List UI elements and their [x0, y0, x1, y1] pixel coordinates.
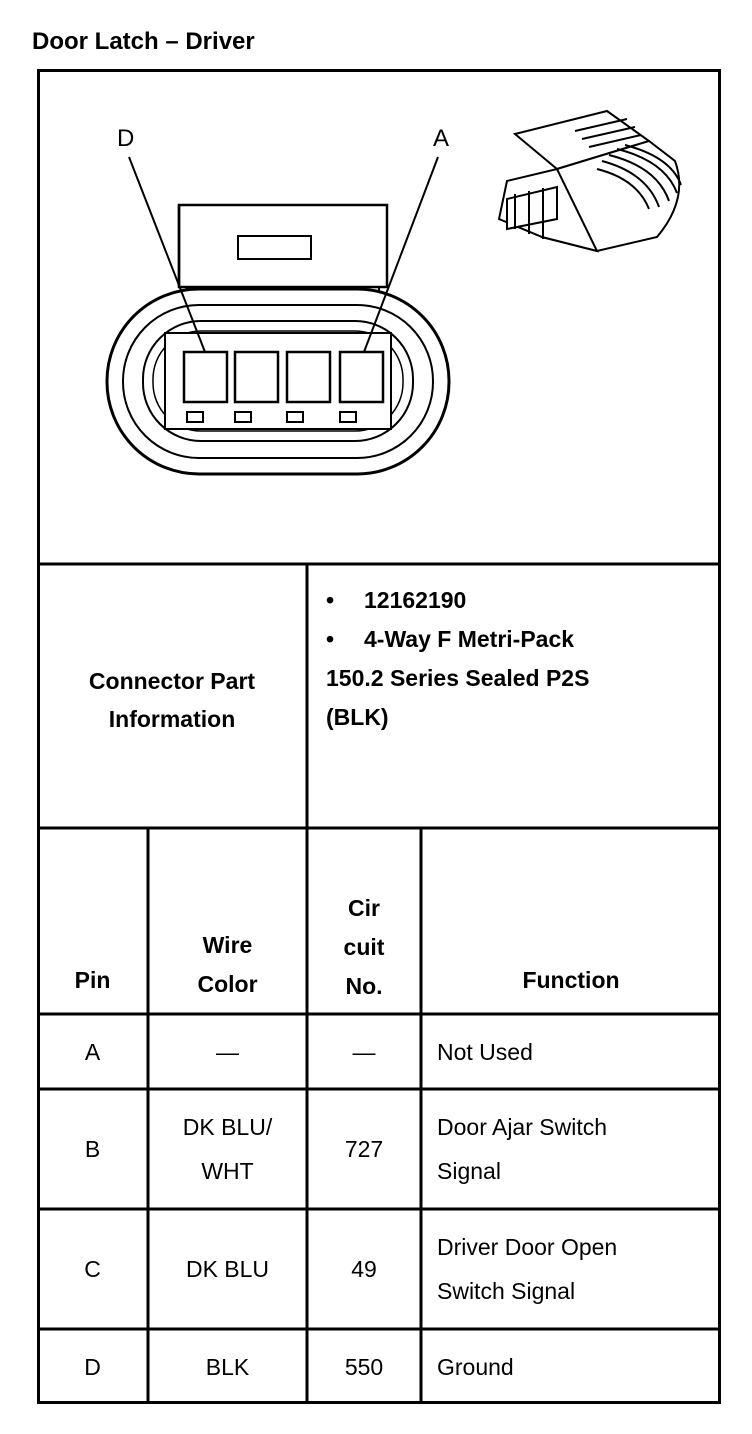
connector-face-drawing: [107, 157, 449, 474]
row-b-function: Door Ajar Switch Signal: [437, 1114, 608, 1184]
header-wire-color: Wire Color: [197, 932, 258, 997]
description-line3: (BLK): [326, 704, 389, 730]
row-b-circuit: 727: [344, 1136, 384, 1162]
row-d-pin: D: [84, 1353, 101, 1380]
header-function: Function: [522, 967, 620, 993]
row-d-function: Ground: [437, 1353, 514, 1380]
row-a-function: Not Used: [437, 1038, 533, 1065]
row-d-wire-color: BLK: [205, 1353, 250, 1380]
description-line: • 4-Way F Metri-Pack: [326, 620, 716, 659]
row-a-wire-color: —: [216, 1038, 239, 1065]
row-c-pin: C: [84, 1256, 101, 1282]
row-c-wire-color: DK BLU: [185, 1256, 270, 1282]
pin-label-d: D: [117, 125, 135, 152]
row-a-circuit: —: [352, 1038, 376, 1065]
part-number-line: • 12162190: [326, 581, 716, 620]
row-b-pin: B: [84, 1136, 101, 1162]
row-c-circuit: 49: [351, 1256, 377, 1282]
connector-info-label: Connector Part Information: [88, 668, 256, 732]
description-line1: 4-Way F Metri-Pack: [364, 626, 575, 652]
row-b-wire-color: DK BLU/ WHT: [182, 1114, 273, 1184]
description-line2: 150.2 Series Sealed P2S: [326, 665, 590, 691]
pin-label-a: A: [433, 125, 450, 152]
part-number: 12162190: [364, 587, 467, 613]
row-c-function: Driver Door Open Switch Signal: [437, 1234, 618, 1304]
row-d-circuit: 550: [344, 1353, 384, 1380]
page-title: Door Latch – Driver: [32, 28, 255, 55]
header-pin: Pin: [74, 967, 111, 993]
header-circuit-no: Cir cuit No.: [343, 894, 385, 999]
connector-info-details: [326, 581, 716, 737]
row-a-pin: A: [84, 1038, 101, 1065]
connector-isometric-drawing: [499, 111, 681, 251]
